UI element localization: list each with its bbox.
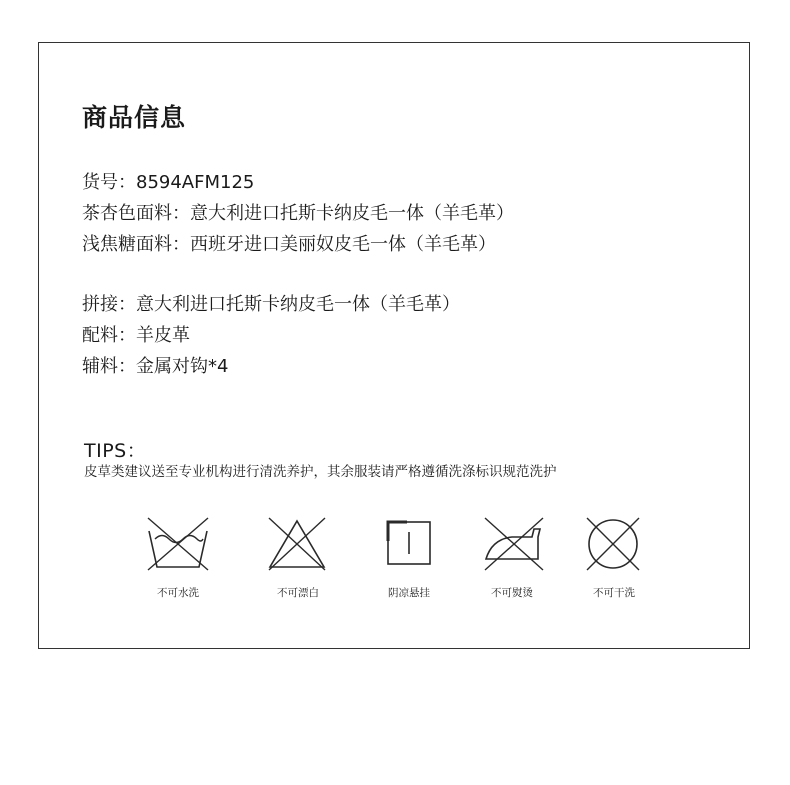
accessories: 辅料：金属对钩*4 — [82, 356, 229, 377]
splice-material: 拼接：意大利进口托斯卡纳皮毛一体（羊毛革） — [82, 294, 460, 315]
shade-hang-dry-label: 阴凉悬挂 — [388, 587, 430, 599]
tips-text: 皮草类建议送至专业机构进行清洗养护，其余服装请严格遵循洗涤标识规范洗护 — [84, 464, 557, 480]
tips-label: TIPS： — [84, 440, 147, 462]
item-number: 货号：8594AFM125 — [82, 172, 255, 193]
fabric-caramel: 浅焦糖面料：西班牙进口美丽奴皮毛一体（羊毛革） — [82, 234, 496, 255]
no-wash-label: 不可水洗 — [157, 587, 199, 599]
fabric-apricot: 茶杏色面料：意大利进口托斯卡纳皮毛一体（羊毛革） — [82, 203, 514, 224]
no-iron-label: 不可熨烫 — [491, 587, 533, 599]
shade-hang-dry-icon — [386, 515, 432, 565]
no-dry-clean-label: 不可干洗 — [593, 587, 635, 599]
no-iron-icon — [482, 515, 546, 573]
no-dry-clean-icon — [583, 515, 643, 573]
no-bleach-icon — [266, 515, 328, 573]
no-bleach-label: 不可漂白 — [277, 587, 319, 599]
no-wash-icon — [145, 515, 211, 573]
trim-material: 配料：羊皮革 — [82, 325, 190, 346]
section-title: 商品信息 — [82, 103, 187, 132]
